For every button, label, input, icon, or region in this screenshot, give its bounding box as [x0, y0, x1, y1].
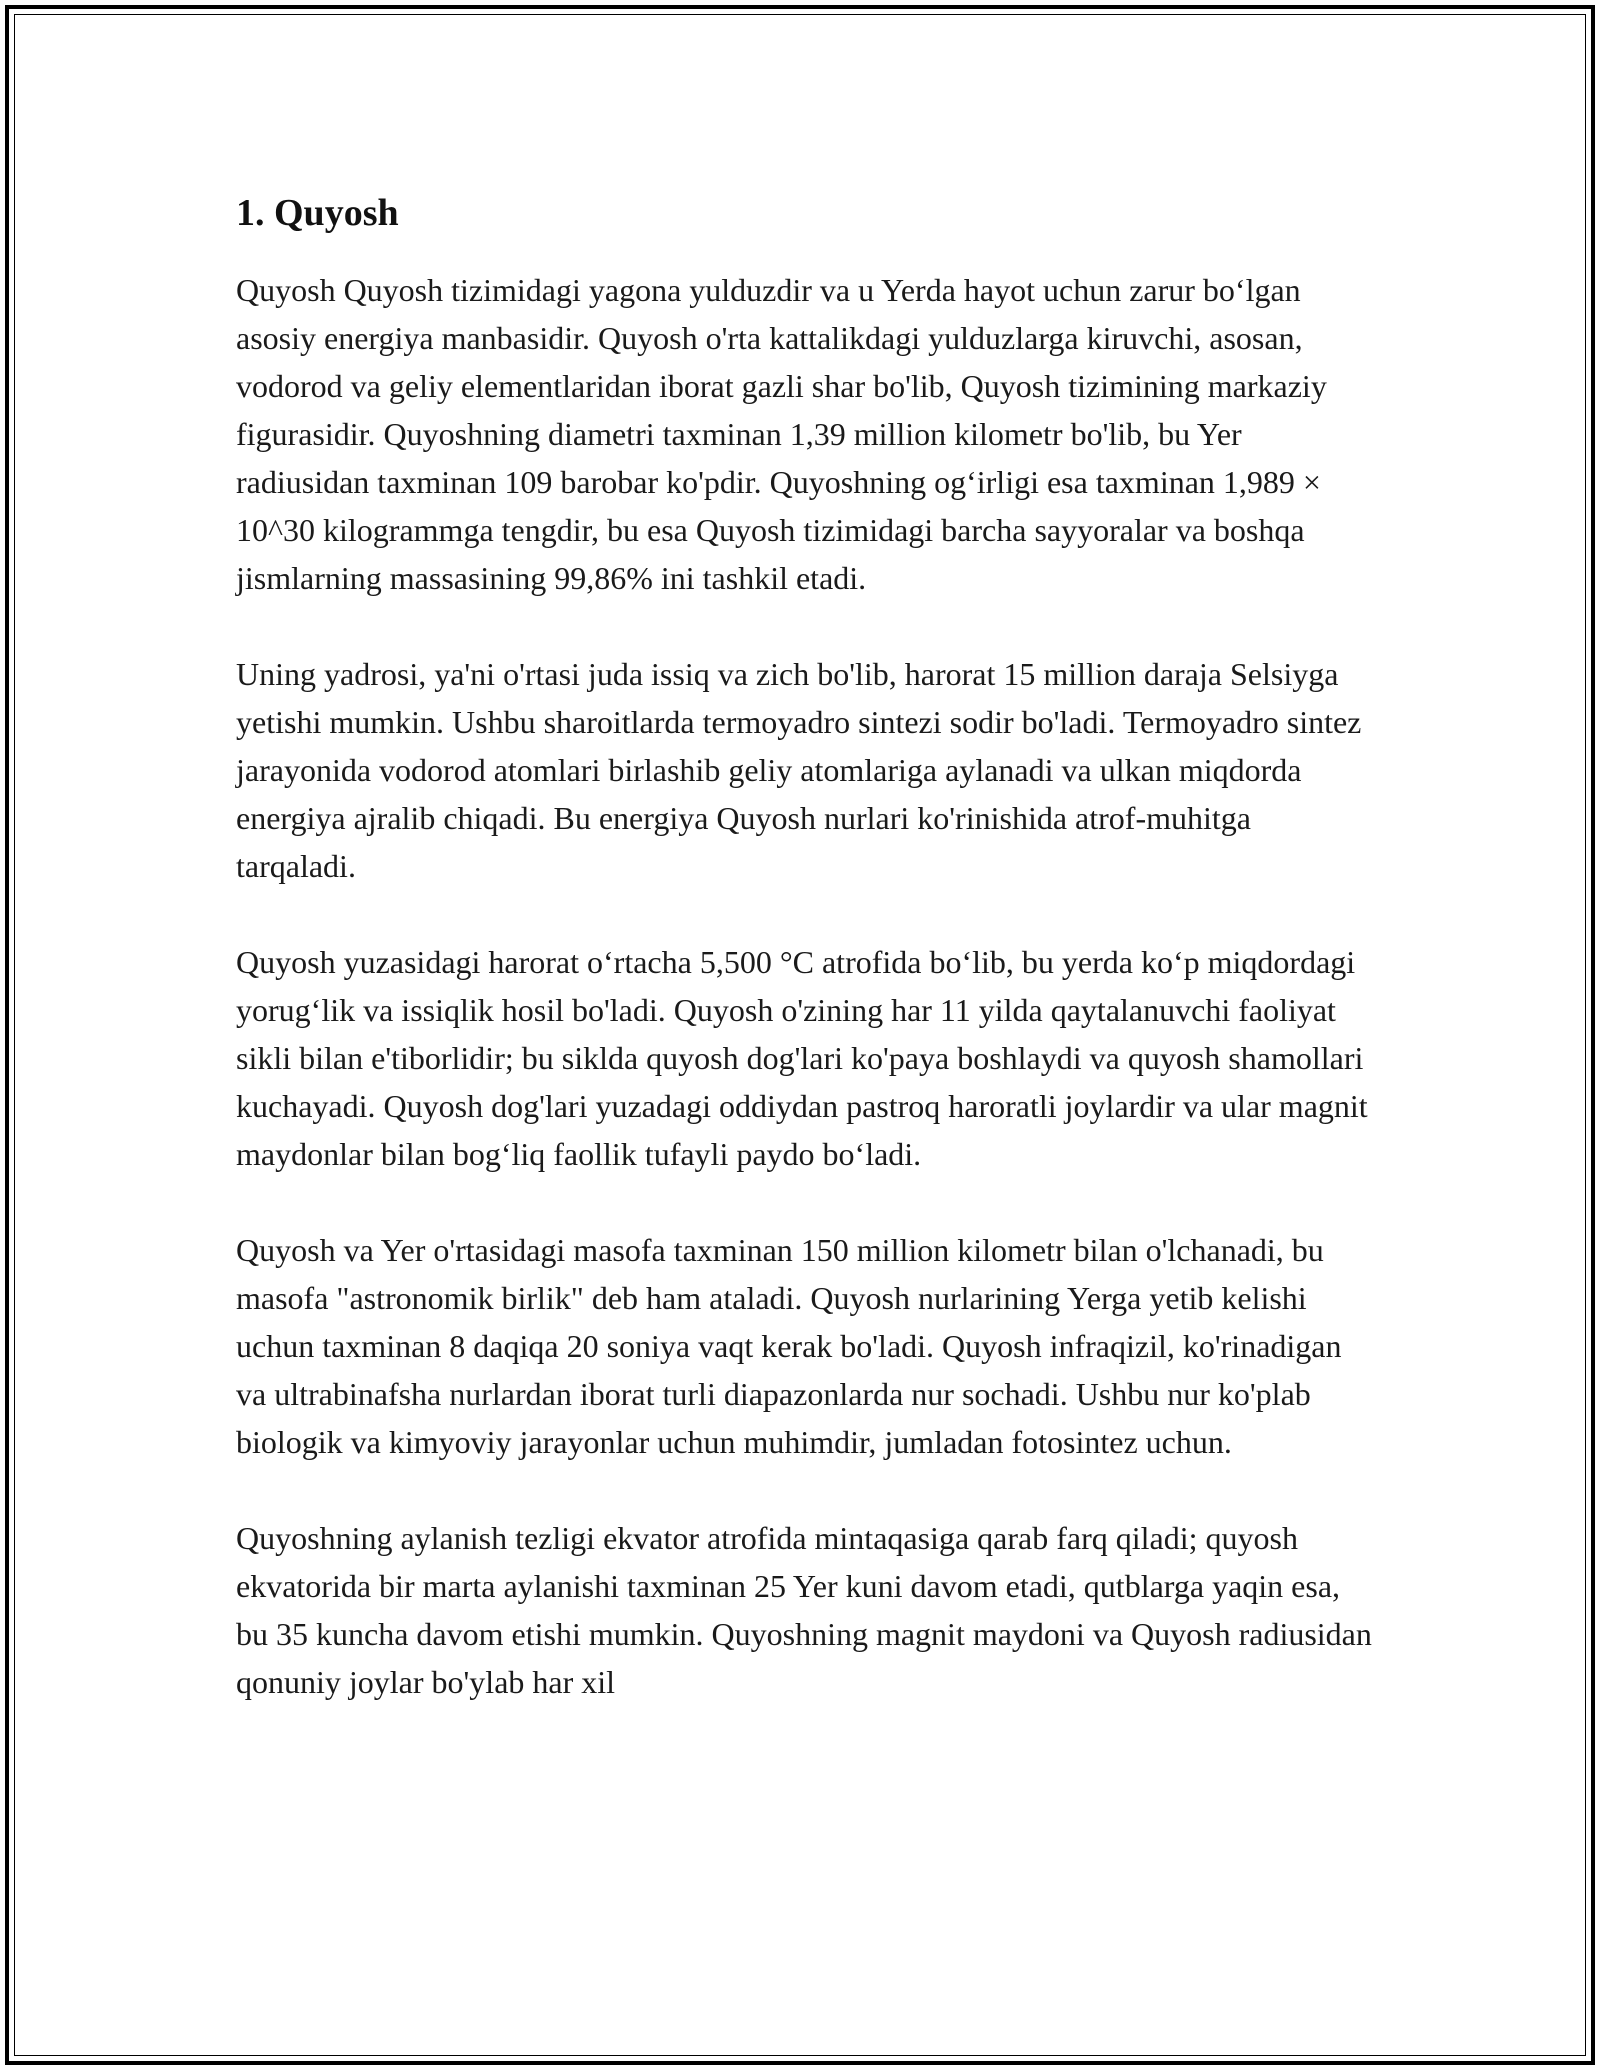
section-heading: 1. Quyosh [236, 192, 399, 234]
paragraph-3: Quyosh yuzasidagi harorat o‘rtacha 5,500 °C atrofida bo‘lib, bu yerda ko‘p miqdordagi yorug‘lik va issiqlik hosil bo'ladi. Quyosh o'zining har 11 yilda qaytalanuvchi faoliyat sikli bilan e'tiborlidir; bu siklda quyosh dog'lari ko'paya boshlaydi va quyosh shamollari kuchayadi. Quyosh dog'lari yuzadagi oddiydan pastroq haroratli joylardir va ular magnit maydonlar bilan bog‘liq faollik tufayli paydo bo‘ladi. [236, 944, 1368, 1172]
document-content [236, 186, 1376, 1706]
paragraph-4: Quyosh va Yer o'rtasidagi masofa taxminan 150 million kilometr bilan o'lchanadi, bu masofa "astronomik birlik" deb ham ataladi. Quyosh nurlarining Yerga yetib kelishi uchun taxminan 8 daqiqa 20 soniya vaqt kerak bo'ladi. Quyosh infraqizil, ko'rinadigan va ultrabinafsha nurlardan iborat turli diapazonlarda nur sochadi. Ushbu nur ko'plab biologik va kimyoviy jarayonlar uchun muhimdir, jumladan fotosintez uchun. [236, 1232, 1342, 1460]
paragraph-1: Quyosh Quyosh tizimidagi yagona yulduzdir va u Yerda hayot uchun zarur bo‘lgan asosiy energiya manbasidir. Quyosh o'rta kattalikdagi yulduzlarga kiruvchi, asosan, vodorod va geliy elementlaridan iborat gazli shar bo'lib, Quyosh tizimining markaziy figurasidir. Quyoshning diametri taxminan 1,39 million kilometr bo'lib, bu Yer radiusidan taxminan 109 barobar ko'pdir. Quyoshning og‘irligi esa taxminan 1,989 × 10^30 kilogrammga tengdir, bu esa Quyosh tizimidagi barcha sayyoralar va boshqa jismlarning massasining 99,86% ini tashkil etadi. [236, 272, 1327, 596]
paragraph-2: Uning yadrosi, ya'ni o'rtasi juda issiq va zich bo'lib, harorat 15 million daraja Selsiyga yetishi mumkin. Ushbu sharoitlarda termoyadro sintezi sodir bo'ladi. Termoyadro sintez jarayonida vodorod atomlari birlashib geliy atomlariga aylanadi va ulkan miqdorda energiya ajralib chiqadi. Bu energiya Quyosh nurlari ko'rinishida atrof-muhitga tarqaladi. [236, 656, 1362, 884]
paragraph-5: Quyoshning aylanish tezligi ekvator atrofida mintaqasiga qarab farq qiladi; quyosh ekvatorida bir marta aylanishi taxminan 25 Yer kuni davom etadi, qutblarga yaqin esa, bu 35 kuncha davom etishi mumkin. Quyoshning magnit maydoni va Quyosh radiusidan qonuniy joylar bo'ylab har xil [236, 1520, 1372, 1700]
